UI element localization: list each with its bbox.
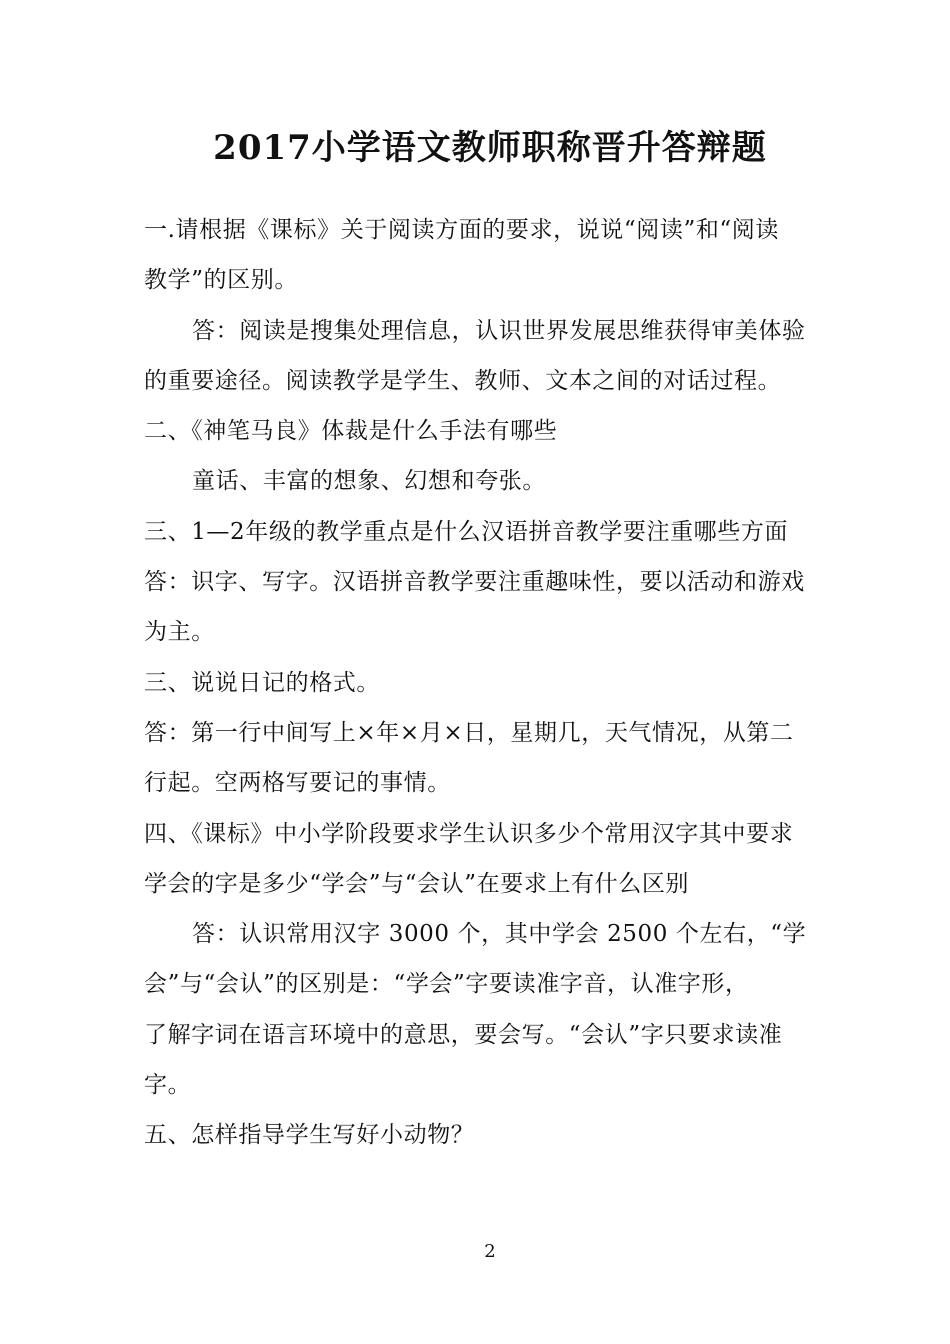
- answer-1-line-1: 答：阅读是搜集处理信息，认识世界发展思维获得审美体验: [192, 317, 806, 344]
- question-4-line-2: 学会的字是多少“学会”与“会认”在要求上有什么区别: [144, 870, 690, 897]
- answer-3b-line-2: 行起。空两格写要记的事情。: [144, 770, 451, 797]
- answer-1-line-2: 的重要途径。阅读教学是学生、教师、文本之间的对话过程。: [144, 367, 782, 394]
- answer-4-line-1: 答：认识常用汉字 3000 个，其中学会 2500 个左右，“学: [192, 921, 807, 948]
- question-2: 二、《神笔马良》体裁是什么手法有哪些: [144, 418, 558, 445]
- question-3: 三、1—2年级的教学重点是什么汉语拼音教学要注重哪些方面: [144, 518, 789, 545]
- answer-3-line-1: 答：识字、写字。汉语拼音教学要注重趣味性，要以活动和游戏: [144, 569, 805, 596]
- question-1-line-1: 一.请根据《课标》关于阅读方面的要求，说说“阅读”和“阅读: [144, 217, 779, 243]
- question-3b: 三、说说日记的格式。: [144, 669, 380, 696]
- document-body: [144, 205, 844, 1161]
- question-5: 五、怎样指导学生写好小动物？: [144, 1122, 475, 1149]
- question-4-line-1: 四、《课标》中小学阶段要求学生认识多少个常用汉字其中要求: [144, 820, 794, 847]
- answer-4-line-4: 字。: [144, 1072, 192, 1099]
- question-1-line-2: 教学”的区别。: [144, 267, 298, 294]
- answer-3b-line-1: 答：第一行中间写上×年×月×日，星期几，天气情况，从第二: [144, 719, 794, 746]
- answer-3-line-2: 为主。: [144, 619, 215, 646]
- answer-4-line-2: 会”与“会认”的区别是：“学会”字要读准字音，认准字形，: [144, 971, 749, 998]
- answer-4-line-3: 了解字词在语言环境中的意思，要会写。“会认”字只要求读准: [144, 1021, 783, 1048]
- document-title: 2017小学语文教师职称晋升答辩题: [213, 128, 767, 168]
- answer-2: 童话、丰富的想象、幻想和夸张。: [192, 468, 546, 495]
- page-number: 2: [484, 1241, 496, 1262]
